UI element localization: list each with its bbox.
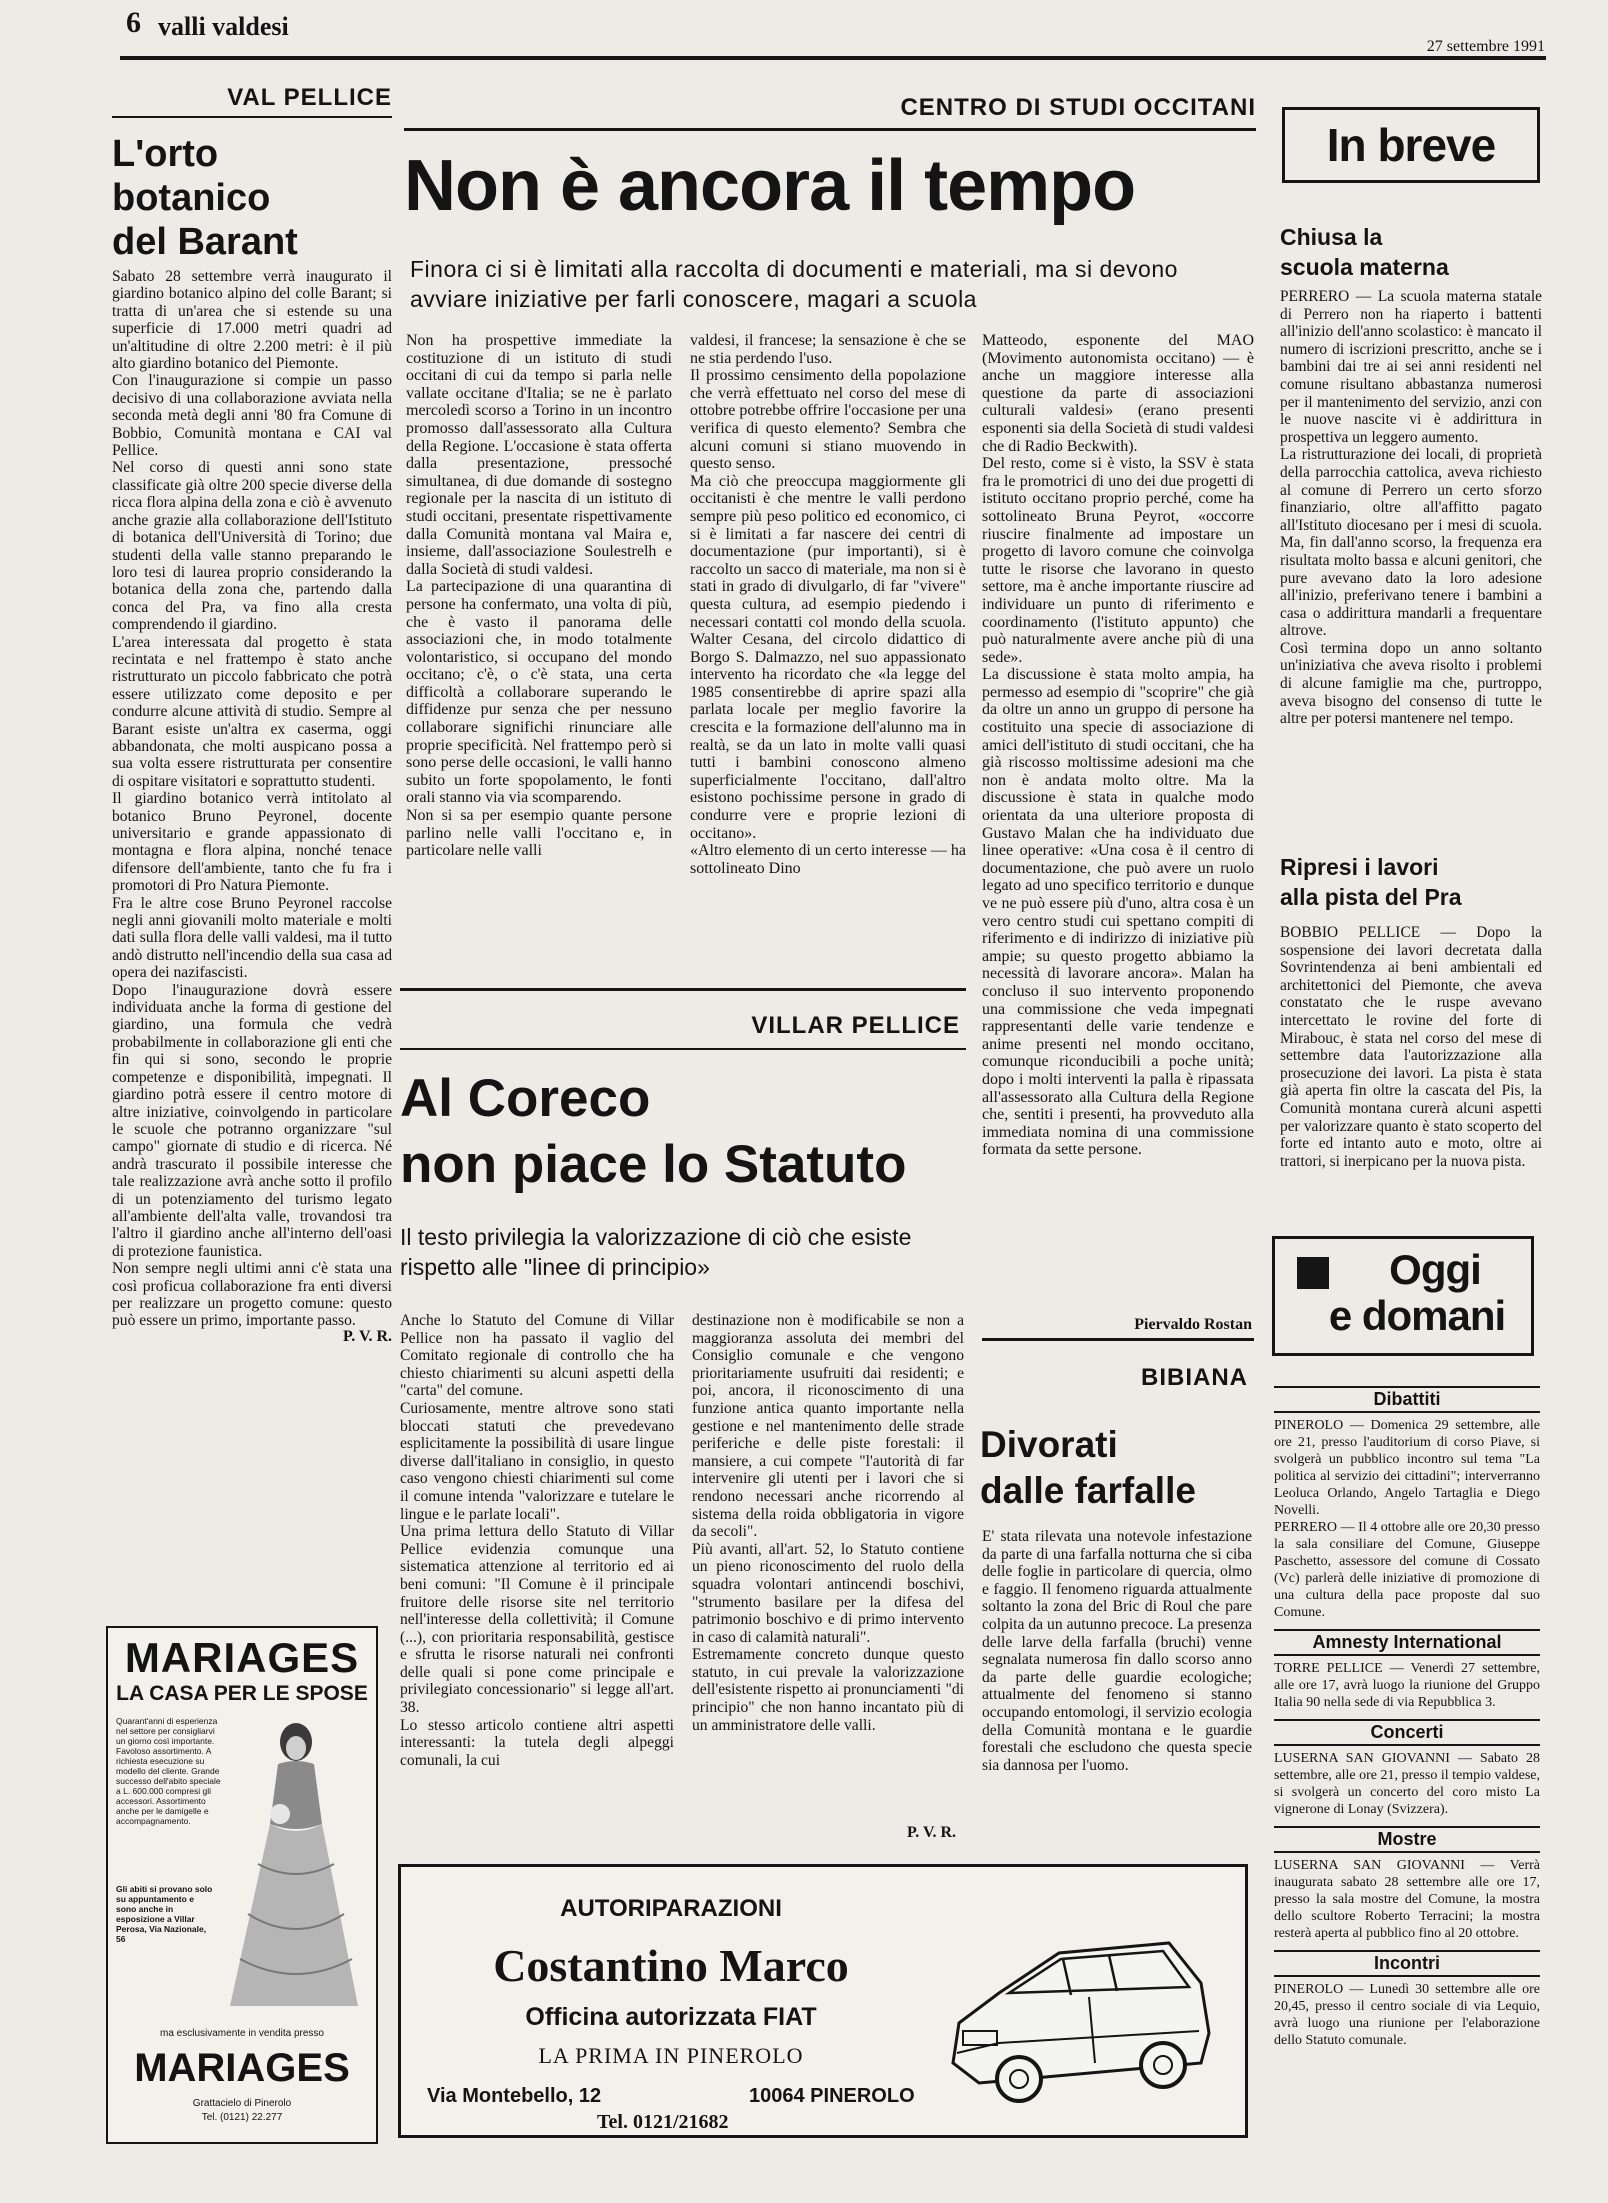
occitani-deck: Finora ci si è limitati alla raccolta di documenti e materiali, ma si devono avviare iniziative per farli conoscere, magari a scuola bbox=[410, 256, 1178, 312]
car-illustration bbox=[939, 1913, 1229, 2113]
agenda-section bbox=[1274, 1950, 1540, 2049]
section-villar-pellice: VILLAR PELLICE bbox=[751, 1012, 960, 1039]
brief-headline-line: Ripresi i lavori bbox=[1280, 854, 1439, 880]
in-breve-title: In breve bbox=[1326, 119, 1496, 171]
brief-headline bbox=[1280, 222, 1542, 282]
paper-name: valli valdesi bbox=[158, 12, 289, 41]
agenda-section bbox=[1274, 1826, 1540, 1942]
oggi-domani-title-line: e domani bbox=[1328, 1292, 1506, 1339]
orto-headline-line: del Barant bbox=[112, 221, 298, 263]
farfalle-headline bbox=[980, 1422, 1260, 1514]
mariages-address: Grattacielo di Pinerolo bbox=[192, 2098, 292, 2109]
coreco-kicker-rule bbox=[400, 1048, 966, 1050]
brief-headline-line: scuola materna bbox=[1280, 254, 1449, 280]
coreco-col-2: destinazione non è modificabile se non a maggioranza assoluta dei membri del Consiglio comunale e che vengono prioritariamente usufruiti dai residenti; e poi, ancora, il riconoscimento di una funzione antica quanto importante nella gestione e nel mantenimento delle strade periferiche e delle piste forestali: il mansiere, a cui compete "l'autorità di far intervenire gli utenti per i lavori che si rendono necessari anche ricorrendo al sistema della roida obbligatoria in vigore da secoli". Più avanti, all'art. 52, lo Statuto contiene un pieno riconoscimento del ruolo della squadra volontari antincendi boschivi, "strumento basilare per la difesa del patrimonio boschivo e di primo intervento in caso di calamità naturali". Estremamente concreto dunque questo statuto, in cui prevale la valorizzazione dell'esistente rispetto ai pronunciamenti "di principio" che non hanno incantato più di un amministratore delle valli. bbox=[692, 1312, 964, 1734]
mariages-brand-top: MARIAGES bbox=[124, 1634, 360, 1681]
mariages-ad bbox=[106, 1626, 378, 2144]
mariages-sale-line: ma esclusivamente in vendita presso bbox=[160, 2028, 324, 2039]
orto-article bbox=[112, 84, 392, 1346]
section-centro-occitani: CENTRO DI STUDI OCCITANI bbox=[900, 94, 1256, 121]
coreco-signature: P. V. R. bbox=[906, 1824, 956, 1841]
mariages-copy: Quarant'anni di esperienza nel settore per consigliarvi un giorno così importante. Favoloso assortimento. A richiesta esecuzione su modello del cliente. Grande successo dell'abito speciale a L. 600.000 compresi gli accessori. Assortimento anche per le damigelle e accompagnamento. bbox=[116, 1716, 221, 1826]
orto-headline-line: botanico bbox=[112, 177, 271, 219]
agenda-heading: Mostre bbox=[1274, 1826, 1540, 1853]
section-val-pellice: VAL PELLICE bbox=[112, 84, 392, 118]
agenda-text: LUSERNA SAN GIOVANNI — Verrà inaugurata sabato 28 settembre alle ore 17, presso la sala mostre del Comune, la mostra dello scultore Roberto Terracini; la mostra resterà aperta al pubblico fino al 20 ottobre. bbox=[1274, 1858, 1540, 1941]
farfalle-headline-line: Divorati bbox=[980, 1424, 1118, 1465]
garage-name: Costantino Marco bbox=[493, 1940, 849, 1991]
issue-date: 27 settembre 1991 bbox=[1426, 38, 1545, 55]
brief-headline bbox=[1280, 852, 1542, 912]
coreco-deck: Il testo privilegia la valorizzazione di ciò che esiste rispetto alle "linee di principio» bbox=[400, 1224, 912, 1280]
occitani-col-1: Non ha prospettive immediate la costituzione di un istituto di studi occitani di cui da tempo si parla nelle vallate occitane d'Italia; se ne è parlato mercoledì scorso a Torino in un incontro promosso dall'assessorato alla Cultura della Regione. L'occasione è stata offerta dalla presentazione, pressoché simultanea, di due domande di sostegno regionale per la nascita di un istituto di studi occitani, presentate rispettivamente dalla Comunità montana val Maira e, insieme, dall'associazione Soulestrelh e dalla Società di studi valdesi. La partecipazione di una quarantina di persone ha confermato, una volta di più, che è vasto il panorama delle associazioni che, in modo totalmente volontaristico, si occupano del mondo occitano; c'è, o c'è stata, una certa difficoltà a collaborare superando le diffidenze pur senza che per nessuno collaborare significhi rinunciare alle proprie specificità. Nel frattempo però si sono perse delle occasioni, le valli hanno subito un forte spopolamento, le fonti orali stanno via via scomparendo. Non si sa per esempio quante persone parlino nelle valli l'occitano e, in particolare nelle valli bbox=[406, 332, 672, 860]
brief-scuola-materna bbox=[1280, 222, 1542, 728]
section-bibiana: BIBIANA bbox=[1141, 1364, 1248, 1391]
mariages-subtitle: LA CASA PER LE SPOSE bbox=[116, 1682, 368, 1705]
occitani-col-3: Matteodo, esponente del MAO (Movimento autonomista occitano) — è anche un maggiore interesse alla questione da parte di associazioni culturali valdesi» (erano presenti esponenti sia della Società di studi valdesi che di Radio Beckwith). Del resto, come si è visto, la SSV è stata fra le promotrici di uno dei due progetti di istituto occitano proprio perché, come ha sottolineato Bruna Peyrot, «occorre riuscire finalmente ad impostare un progetto di lavoro comune che coinvolga tutte le risorse che lavorano in questo settore, ma è anche importante riuscire ad individuare un punto di riferimento e coordinamento (l'istituto appunto) che può naturalmente avere anche più di una sede». La discussione è stata molto ampia, ha permesso ad esempio di "scoprire" che già da oltre un anno un gruppo di persone ha costituito una specie di associazione di amici dell'istituto di studi occitani, che ha già riscosso moltissime adesioni ma che non è andata molto oltre. Ma la discussione è stata in qualche modo orientata da una ulteriore proposta di Gustavo Malan che ha individuato due linee operative: «Una cosa è il centro di documentazione, che può avere un ruolo legato ad uno specifico territorio e dunque ve ne può essere più d'uno, altra cosa è un vero centro studi cui spettano compiti di riferimento e di indirizzo di iniziative più ampie; su questo progetto abbiamo la necessità di lavorare ancora». Malan ha concluso il suo intervento proponendo una commissione che veda impegnati rappresentanti delle varie tendenze e anime presenti nel mondo occitano, comunque riconducibili a poche unità; dopo i molti interventi la palla è ripassata all'assessorato alla Cultura della Regione che, sentiti i presenti, ha provveduto alla immediata nomina di una commissione formata da sette persone. bbox=[982, 332, 1254, 1159]
agenda-heading: Amnesty International bbox=[1274, 1629, 1540, 1656]
agenda-text: TORRE PELLICE — Venerdì 27 settembre, alle ore 17, avrà luogo la riunione del Gruppo Italia 90 nella sede di via Repubblica 3. bbox=[1274, 1661, 1540, 1710]
brief-body: BOBBIO PELLICE — Dopo la sospensione dei lavori decretata dalla Sovrintendenza ai beni ambientali ed architettonici del Piemonte, che aveva constatato che le ruspe avevano intercettato le rovine del forte di Mirabouc, è stata nel corso del mese di settembre data l'autorizzazione alla prosecuzione dei lavori. La pista è stata già aperta fin oltre la cascata del Pis, la Comunità montana curerà alcuni aspetti per valorizzare quanto è stato scoperto del forte ed intanto auto e moto, oltre ai trattori, si inerpicano per la nuova pista. bbox=[1280, 924, 1542, 1170]
garage-city: 10064 PINEROLO bbox=[749, 2085, 915, 2107]
garage-ad bbox=[398, 1864, 1248, 2138]
oggi-domani-list bbox=[1274, 1386, 1540, 2049]
in-breve-box bbox=[1282, 107, 1540, 183]
orto-body: Sabato 28 settembre verrà inaugurato il giardino botanico alpino del colle Barant; si tratta di un'area che si estende su una superficie di 17.000 metri quadri ad un'altitudine di oltre 2.200 metri: è il più alto giardino botanico del Piemonte. Con l'inaugurazione si compie un passo decisivo di una collaborazione avviata nella seconda metà degli anni '80 fra Comune di Bobbio, Comunità montana e CAI val Pellice. Nel corso di questi anni sono state classificate già oltre 200 specie diverse della ricca flora alpina della zona e ciò è avvenuto anche grazie alla collaborazione dell'Istituto di botanica dell'Università di Torino; due studenti della valle stanno preparando le loro tesi di laurea proprio considerando la botanica della zona che, partendo dalla conca del Pra, va fino alla cresta comprendendo il giardino. L'area interessata dal progetto è stata recintata e nel frattempo è stato anche ristrutturato un piccolo fabbricato che potrà essere utilizzato come deposito e per condurre alcune attività di studio. Sempre al Barant esiste un'altra ex caserma, oggi abbandonata, che molti auspicano possa a sua volta essere ristrutturata per consentire di ospitare visitatori e soprattutto studenti. Il giardino botanico verrà intitolato al botanico Bruno Peyronel, docente universitario e grande appassionato di montagna e flora alpina, nonché tenace difensore dell'ambiente, tanto che fu fra i promotori di Pro Natura Piemonte. Fra le altre cose Bruno Peyronel raccolse negli anni giovanili molto materiale e molti dati sulla flora delle valli valdesi, ma il tutto andò distrutto nell'incendio della sua casa ad opera dei nazifascisti. Dopo l'inaugurazione dovrà essere individuata anche la forma di gestione del giardino, una formula che vedrà probabilmente in collaborazione gli enti che fin qui si sono, secondo le proprie competenze e disponibilità, impegnati. Il giardino potrà essere il centro motore di altre iniziative, coinvolgendo in particolare le scuole che potranno organizzare "sul campo" giornate di studio e di ricerca. Né andrà trascurato il possibile interesse che tale realizzazione avrà anche sotto il profilo di un potenziamento del turismo legato all'ambiente dell'alta valle, trovandosi tra l'altro il giardino anche all'interno dell'oasi di protezione faunistica. Non sempre negli ultimi anni c'è stata una così proficua collaborazione fra enti diversi per realizzare un progetto comune: questo può essere un primo, importante passo. bbox=[112, 268, 392, 1330]
agenda-text: PINEROLO — Lunedì 30 settembre alle ore 20,45, presso il centro sociale di via Lequio, avrà luogo una riunione per l'elaborazione dello Statuto comunale. bbox=[1274, 1982, 1540, 2048]
orto-headline bbox=[112, 132, 392, 264]
agenda-section bbox=[1274, 1719, 1540, 1818]
coreco-headline-line: non piace lo Statuto bbox=[400, 1135, 907, 1194]
brief-pista-pra bbox=[1280, 852, 1542, 1170]
masthead-rule bbox=[120, 56, 1546, 60]
garage-subtitle: Officina autorizzata FIAT bbox=[525, 2003, 817, 2031]
farfalle-top-rule bbox=[982, 1338, 1254, 1341]
agenda-heading: Incontri bbox=[1274, 1950, 1540, 1977]
occitani-col-2: valdesi, il francese; la sensazione è che se ne stia perdendo l'uso. Il prossimo censimento della popolazione che verrà effettuato nel corso del mese di ottobre potrebbe offrire l'occasione per una verifica di questo elemento? Sembra che alcuni comuni si stiano muovendo in questo senso. Ma ciò che preoccupa maggiormente gli occitanisti è che mentre le valli perdono sempre più peso politico ed economico, ci si è limitati a far nascere dei centri di documentazione (pur importanti), si è raccolto un sacco di materiale, ma non si è stati in grado di divulgarlo, di far "vivere" questa cultura, ad esempio piedendo i necessari contatti col mondo della scuola. Walter Cesana, del circolo didattico di Borgo S. Dalmazzo, nel suo appassionato intervento ha ricordato che «la legge del 1985 consentirebbe di aprire spazi alla parlata locale per meglio favorire la crescita e la formazione dell'alunno ma in realtà, se da un lato in molte valli quasi tutti i bambini conoscono almeno superficialmente l'occitano, dall'altro esistono pochissime persone in grado di condurre vere e proprie lezioni di occitano». «Altro elemento di un certo interesse — ha sottolineato Dino bbox=[690, 332, 966, 877]
garage-phone: Tel. 0121/21682 bbox=[597, 2111, 729, 2133]
garage-tagline: LA PRIMA IN PINEROLO bbox=[538, 2043, 804, 2068]
garage-address: Via Montebello, 12 bbox=[427, 2085, 602, 2107]
brief-headline-line: Chiusa la bbox=[1280, 224, 1383, 250]
farfalle-body: E' stata rilevata una notevole infestazione da parte di una farfalla notturna che si ciba delle foglie in particolare di quercia, olmo e faggio. Il fenomeno riguarda attualmente soltanto la zona del Bric di Roul che pare colpita da un autunno precoce. La presenza delle larve della farfalla (bruchi) venne segnalata numerosa fin dallo scorso anno da parte delle guardie ecologiche; attualmente del fenomeno si stanno occupando entomologi, il servizio ecologia della Comunità montana e le guardie forestali che escludono che questa specie sia dannosa per l'uomo. bbox=[982, 1528, 1252, 1774]
garage-heading: AUTORIPARAZIONI bbox=[560, 1895, 782, 1922]
agenda-text: PINEROLO — Domenica 29 settembre, alle ore 21, presso l'auditorium di corso Piave, si svolgerà un pubblico incontro sul tema "La politica al servizio dei cittadini"; interverranno Leoluca Orlando, Angelo Tartaglia e Diego Novelli. PERRERO — Il 4 ottobre alle ore 20,30 presso la sala consiliare del Comune, Giuseppe Paschetto, assessore del comune di Cossato (Vc) parlerà delle iniziative di promozione di una cultura della pace proposte dal suo Comune. bbox=[1274, 1418, 1540, 1620]
mariages-note: Gli abiti si provano solo su appuntamento e sono anche in esposizione a Villar Perosa, Via Nazionale, 56 bbox=[116, 1884, 213, 1944]
coreco-top-rule bbox=[400, 988, 966, 991]
agenda-heading: Concerti bbox=[1274, 1719, 1540, 1746]
orto-signature: P. V. R. bbox=[342, 1327, 392, 1345]
mariages-phone: Tel. (0121) 22.277 bbox=[201, 2112, 283, 2123]
oggi-domani-box bbox=[1272, 1236, 1534, 1356]
occitani-headline: Non è ancora il tempo bbox=[404, 146, 1136, 226]
brief-body: PERRERO — La scuola materna statale di Perrero non ha riaperto i battenti all'inizio dell'anno scolastico: è mancato il numero di iscrizioni prescritto, anche se i bambini dai tre ai sei anni residenti nel comune risultano abbastanza numerosi per il mantenimento del servizio, anzi con le nuove nascite vi è addirittura in prospettiva un leggero aumento. La ristrutturazione dei locali, di proprietà della parrocchia cattolica, aveva richiesto al comune di Perrero un certo sforzo finanziario, oltre all'affitto pagato all'Istituto diocesano per i mesi di scuola. Ma, fin dall'anno scorso, la frequenza era risultata molto bassa e alcuni genitori, che pure avevano dato la loro adesione all'inizio, preferivano tenere i bambini a casa o addirittura mandarli a frequentare altrove. Così termina dopo un anno soltanto un'iniziativa che aveva risolto i problemi di alcune famiglie ma che, purtroppo, aveva bisogno del consenso di tutte le altre per potersi mantenere nel tempo. bbox=[1280, 288, 1542, 728]
agenda-heading: Dibattiti bbox=[1274, 1386, 1540, 1413]
agenda-section bbox=[1274, 1386, 1540, 1621]
brief-headline-line: alla pista del Pra bbox=[1280, 884, 1462, 910]
agenda-section bbox=[1274, 1629, 1540, 1711]
oggi-domani-title bbox=[1301, 1247, 1533, 1339]
coreco-headline bbox=[400, 1066, 970, 1198]
orto-headline-line: L'orto bbox=[112, 133, 219, 175]
page-number: 6 bbox=[126, 6, 141, 39]
mariages-brand-bottom: MARIAGES bbox=[134, 2046, 350, 2090]
occitani-signature: Piervaldo Rostan bbox=[1134, 1316, 1252, 1333]
agenda-text: LUSERNA SAN GIOVANNI — Sabato 28 settembre, alle ore 21, presso il tempio valdese, si svolgerà un concerto del coro misto La vignerone di Lonay (Svizzera). bbox=[1274, 1751, 1540, 1817]
coreco-headline-line: Al Coreco bbox=[400, 1069, 651, 1128]
oggi-domani-title-line: Oggi bbox=[1389, 1246, 1481, 1293]
coreco-col-1: Anche lo Statuto del Comune di Villar Pellice non ha passato il vaglio del Comitato regionale di controllo che ha chiesto chiarimenti su alcuni aspetti della "carta" del comune. Curiosamente, mentre altrove sono stati bloccati statuti che prevedevano esplicitamente la possibilità di usare lingue diverse dall'italiano in consiglio, in questo caso vengono chiesti chiarimenti sul come il comune intenda "valorizzare e tutelare le lingue e le parlate locali". Una prima lettura dello Statuto di Villar Pellice evidenzia comunque una sistematica attenzione al territorio ed ai beni comuni: "Il Comune è il principale fruitore delle risorse site nel territorio nell'interesse della collettività; il Comune (...), con prioritaria responsabilità, gestisce e sfrutta le risorse naturali nei confronti delle quali si pone come principale e privilegiato concessionario" si legge all'art. 38. Lo stesso articolo contiene altri aspetti interessanti: la tutela degli alpeggi comunali, la cui bbox=[400, 1312, 674, 1769]
farfalle-headline-line: dalle farfalle bbox=[980, 1470, 1196, 1511]
occitani-rule bbox=[404, 128, 1256, 131]
bride-illustration bbox=[218, 1714, 368, 2014]
